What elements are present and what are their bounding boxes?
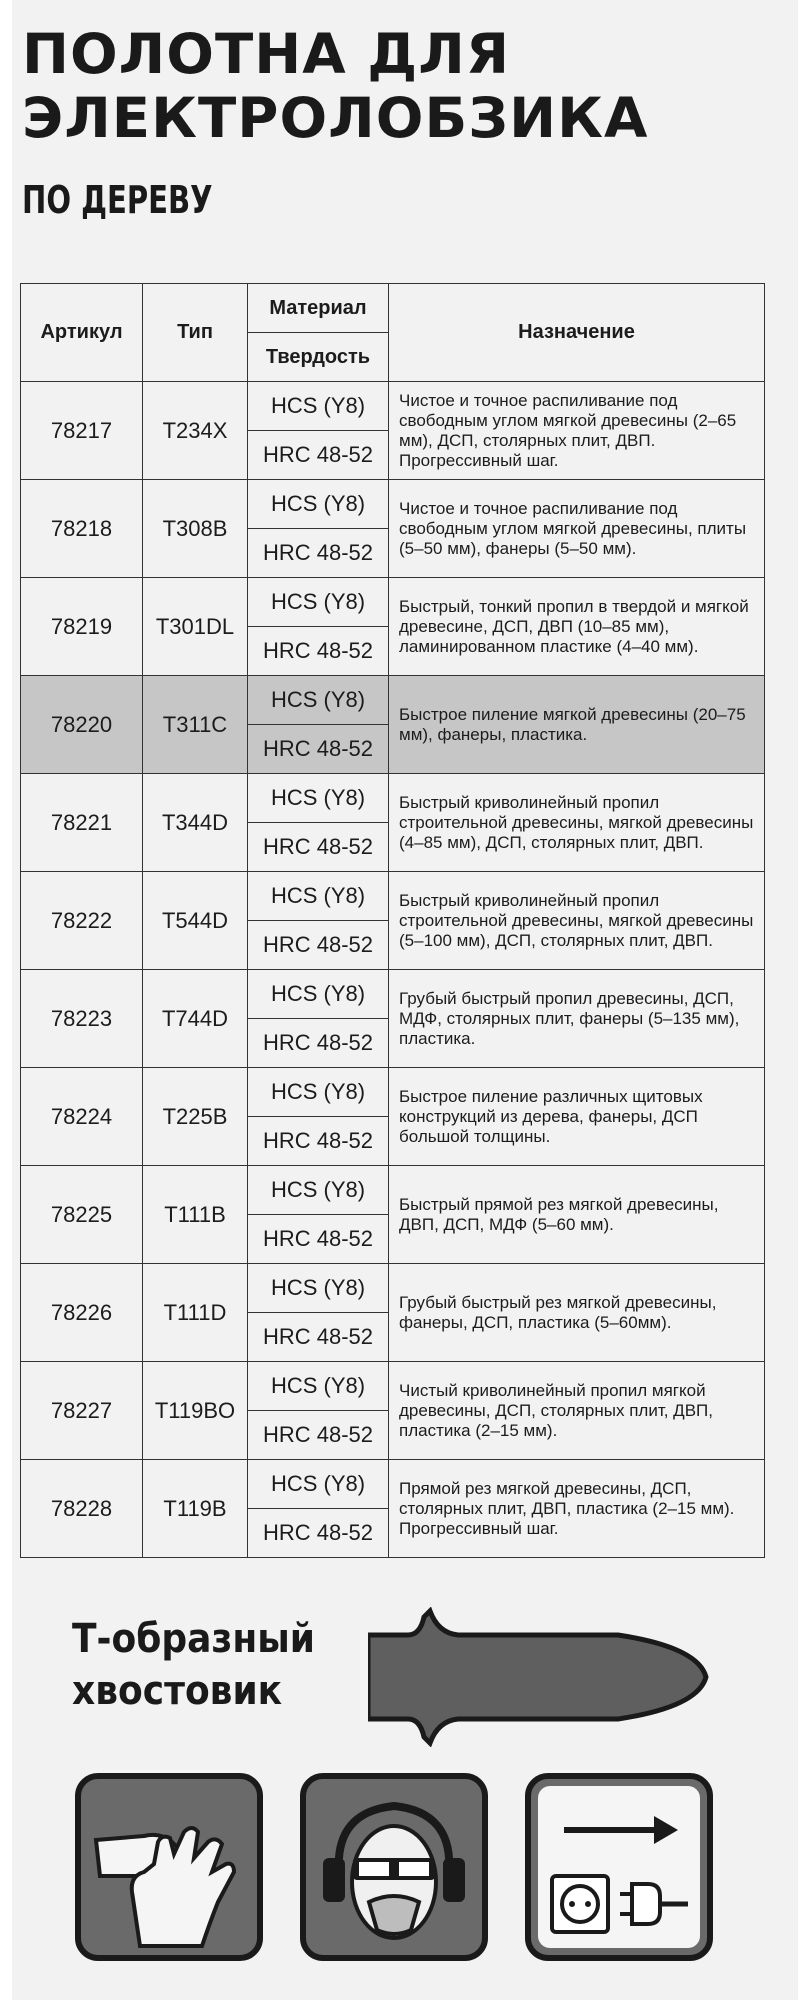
cell-material: HCS (Y8) bbox=[248, 1068, 389, 1117]
cell-material: HCS (Y8) bbox=[248, 872, 389, 921]
cell-hardness: HRC 48-52 bbox=[248, 431, 389, 480]
header-purpose: Назначение bbox=[389, 284, 765, 382]
gloves-icon bbox=[74, 1772, 264, 1962]
header-article: Артикул bbox=[21, 284, 143, 382]
cell-purpose: Грубый быстрый рез мягкой древесины, фанеры, ДСП, пластика (5–60мм). bbox=[389, 1264, 765, 1362]
cell-type: T308B bbox=[143, 480, 248, 578]
header-hardness: Твердость bbox=[248, 333, 389, 382]
t-shank-icon bbox=[368, 1607, 712, 1747]
cell-purpose: Грубый быстрый пропил древесины, ДСП, МДФ, столярных плит, фанеры (5–135 мм), пластика. bbox=[389, 970, 765, 1068]
protective-mask-icon bbox=[299, 1772, 489, 1962]
table-row bbox=[21, 1460, 765, 1509]
cell-hardness: HRC 48-52 bbox=[248, 627, 389, 676]
cell-hardness: HRC 48-52 bbox=[248, 1313, 389, 1362]
cell-type: T301DL bbox=[143, 578, 248, 676]
table-row bbox=[21, 382, 765, 431]
table-row bbox=[21, 872, 765, 921]
cell-article: 78217 bbox=[21, 382, 143, 480]
table-row bbox=[21, 1264, 765, 1313]
cell-type: T111D bbox=[143, 1264, 248, 1362]
cell-hardness: HRC 48-52 bbox=[248, 823, 389, 872]
cell-article: 78218 bbox=[21, 480, 143, 578]
cell-type: T544D bbox=[143, 872, 248, 970]
cell-article: 78223 bbox=[21, 970, 143, 1068]
table-row bbox=[21, 1362, 765, 1411]
cell-hardness: HRC 48-52 bbox=[248, 1215, 389, 1264]
header-material: Материал bbox=[248, 284, 389, 333]
unplug-icon bbox=[524, 1772, 714, 1962]
cell-type: T344D bbox=[143, 774, 248, 872]
table-row bbox=[21, 970, 765, 1019]
cell-article: 78219 bbox=[21, 578, 143, 676]
shank-label bbox=[72, 1613, 315, 1717]
cell-material: HCS (Y8) bbox=[248, 480, 389, 529]
shank-label-line-2: хвостовик bbox=[72, 1668, 283, 1714]
cell-hardness: HRC 48-52 bbox=[248, 529, 389, 578]
cell-article: 78227 bbox=[21, 1362, 143, 1460]
table-row bbox=[21, 578, 765, 627]
cell-hardness: HRC 48-52 bbox=[248, 1019, 389, 1068]
cell-type: T119BO bbox=[143, 1362, 248, 1460]
cell-material: HCS (Y8) bbox=[248, 1264, 389, 1313]
cell-hardness: HRC 48-52 bbox=[248, 1117, 389, 1166]
table-row bbox=[21, 480, 765, 529]
cell-type: T119B bbox=[143, 1460, 248, 1558]
page-title bbox=[22, 22, 648, 150]
cell-purpose: Быстрое пиление мягкой древесины (20–75 мм), фанеры, пластика. bbox=[389, 676, 765, 774]
cell-purpose: Быстрый прямой рез мягкой древесины, ДВП, ДСП, МДФ (5–60 мм). bbox=[389, 1166, 765, 1264]
cell-article: 78225 bbox=[21, 1166, 143, 1264]
cell-type: T111B bbox=[143, 1166, 248, 1264]
cell-purpose: Быстрый криволинейный пропил строительной древесины, мягкой древесины (4–85 мм), ДСП, столярных плит, ДВП. bbox=[389, 774, 765, 872]
table-row bbox=[21, 676, 765, 725]
header-type: Тип bbox=[143, 284, 248, 382]
cell-material: HCS (Y8) bbox=[248, 1166, 389, 1215]
cell-purpose: Прямой рез мягкой древесины, ДСП, столярных плит, ДВП, пластика (2–15 мм). Прогрессивный шаг. bbox=[389, 1460, 765, 1558]
cell-purpose: Быстрый криволинейный пропил строительной древесины, мягкой древесины (5–100 мм), ДСП, столярных плит, ДВП. bbox=[389, 872, 765, 970]
cell-material: HCS (Y8) bbox=[248, 970, 389, 1019]
cell-article: 78224 bbox=[21, 1068, 143, 1166]
cell-material: HCS (Y8) bbox=[248, 1460, 389, 1509]
cell-hardness: HRC 48-52 bbox=[248, 1411, 389, 1460]
cell-type: T225B bbox=[143, 1068, 248, 1166]
cell-article: 78226 bbox=[21, 1264, 143, 1362]
blades-table bbox=[20, 283, 765, 1558]
cell-type: T744D bbox=[143, 970, 248, 1068]
title-line-2: ЭЛЕКТРОЛОБЗИКА bbox=[22, 86, 649, 150]
cell-hardness: HRC 48-52 bbox=[248, 725, 389, 774]
title-line-1: ПОЛОТНА ДЛЯ bbox=[22, 22, 511, 86]
cell-article: 78228 bbox=[21, 1460, 143, 1558]
shank-label-line-1: Т-образный bbox=[72, 1616, 315, 1662]
table-row bbox=[21, 774, 765, 823]
cell-hardness: HRC 48-52 bbox=[248, 1509, 389, 1558]
cell-material: HCS (Y8) bbox=[248, 774, 389, 823]
table-row bbox=[21, 1166, 765, 1215]
cell-purpose: Чистое и точное распиливание под свободным углом мягкой древесины, плиты (5–50 мм), фанеры (5–50 мм). bbox=[389, 480, 765, 578]
cell-article: 78220 bbox=[21, 676, 143, 774]
cell-purpose: Быстрый, тонкий пропил в твердой и мягкой древесине, ДСП, ДВП (10–85 мм), ламинированном пластике (4–40 мм). bbox=[389, 578, 765, 676]
cell-hardness: HRC 48-52 bbox=[248, 921, 389, 970]
table-row bbox=[21, 1068, 765, 1117]
cell-article: 78221 bbox=[21, 774, 143, 872]
cell-article: 78222 bbox=[21, 872, 143, 970]
cell-purpose: Быстрое пиление различных щитовых конструкций из дерева, фанеры, ДСП большой толщины. bbox=[389, 1068, 765, 1166]
cell-purpose: Чистое и точное распиливание под свободным углом мягкой древесины (2–65 мм), ДСП, столярных плит, ДВП. Прогрессивный шаг. bbox=[389, 382, 765, 480]
cell-type: T234X bbox=[143, 382, 248, 480]
cell-type: T311C bbox=[143, 676, 248, 774]
cell-purpose: Чистый криволинейный пропил мягкой древесины, ДСП, столярных плит, ДВП, пластика (2–15 мм). bbox=[389, 1362, 765, 1460]
table-body bbox=[21, 382, 765, 1558]
cell-material: HCS (Y8) bbox=[248, 382, 389, 431]
page-subtitle: ПО ДЕРЕВУ bbox=[22, 178, 213, 222]
package-sheet bbox=[12, 0, 798, 2000]
cell-material: HCS (Y8) bbox=[248, 578, 389, 627]
cell-material: HCS (Y8) bbox=[248, 1362, 389, 1411]
cell-material: HCS (Y8) bbox=[248, 676, 389, 725]
